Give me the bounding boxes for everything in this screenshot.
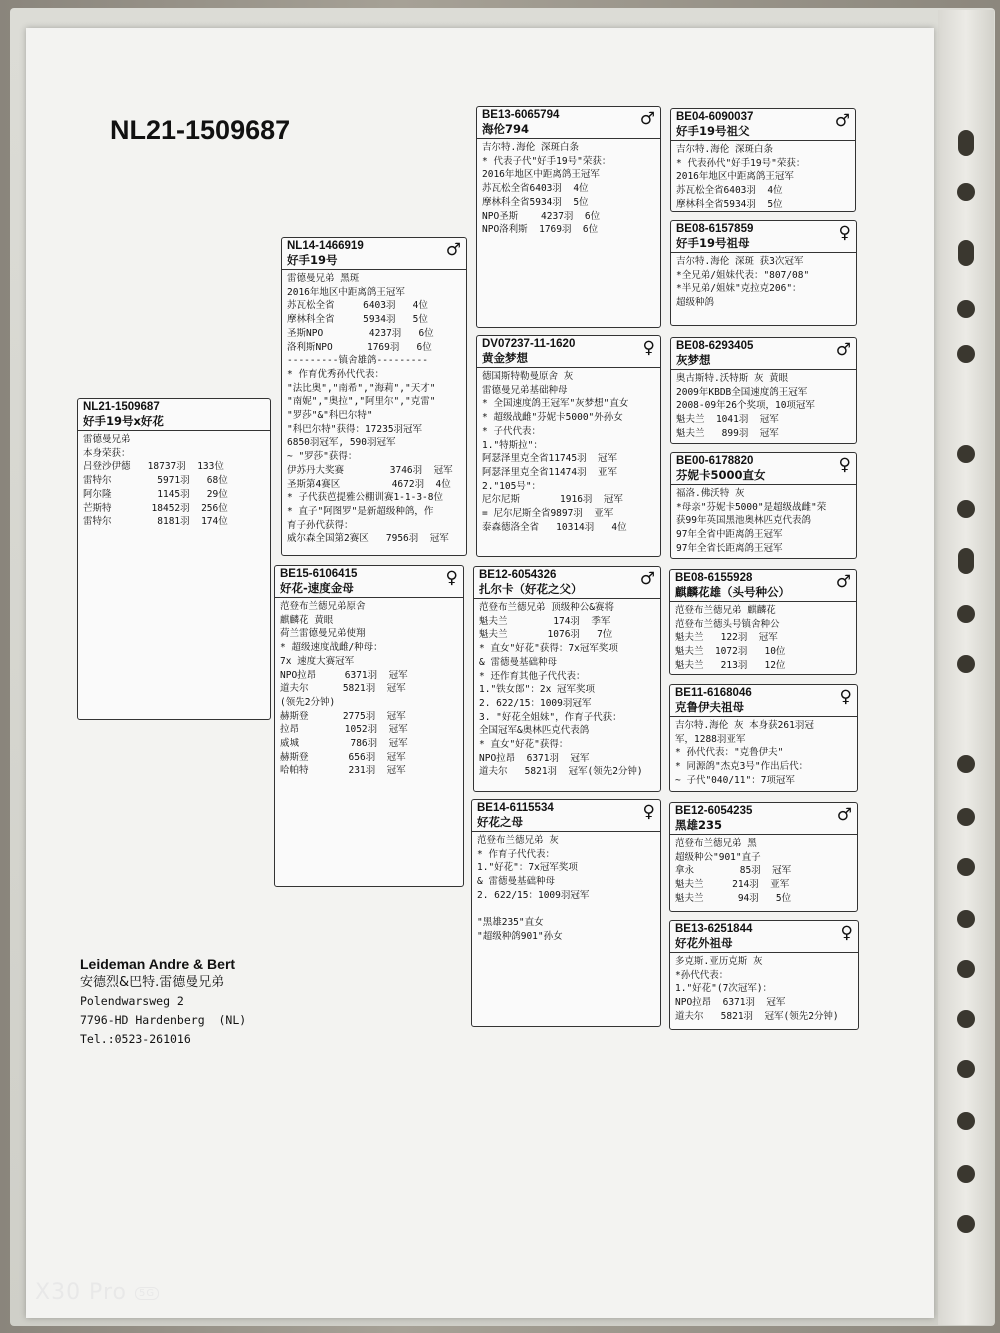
record-line: 荷兰雷德曼兄弟使翔: [280, 628, 366, 640]
record-line: 1."好花"：7x冠军奖项: [477, 862, 578, 874]
female-symbol-icon: ♀: [838, 223, 851, 243]
punch-hole: [957, 183, 975, 201]
record-line: 摩林科全省 5934羽 5位: [287, 314, 428, 326]
breeder-city: 7796-HD Hardenberg (NL): [80, 1013, 247, 1027]
record-line: * 超级速度战雌/种母：: [280, 642, 383, 654]
record-line: 魁夫兰 213羽 12位: [675, 659, 786, 671]
record-line: 多克斯.亚历克斯 灰: [675, 956, 763, 967]
record-line: "法比奥","南希","海莉","天才": [287, 382, 436, 394]
record-line: 拿永 85羽 冠军: [675, 865, 792, 877]
record-line: 吉尔特.海伦 灰 本身获261羽冠: [675, 720, 814, 731]
pedigree-box-subject: [77, 398, 271, 720]
punch-hole: [957, 1060, 975, 1078]
record-line: 2. 622/15：1009羽冠军: [479, 697, 592, 709]
record-line: 圣斯NPO 4237羽 6位: [287, 327, 434, 339]
record-line: "科巴尔特"获得：17235羽冠军: [287, 423, 423, 435]
record-line: 魁夫兰 1076羽 7位: [479, 629, 613, 641]
punch-hole: [957, 808, 975, 826]
box-body: [671, 370, 856, 443]
pedigree-box-dss: [669, 569, 857, 675]
record-line: 1."铁女郎"：2x 冠军奖项: [479, 684, 596, 696]
record-line: NPO拉昂 6371羽 冠军: [675, 997, 786, 1009]
record-line: * 直女"好花"获得：: [479, 739, 569, 751]
ring-id: NL14-1466919: [287, 240, 364, 252]
record-line: * 子代获芭提雅公棚训赛1-1-3-8位: [287, 492, 443, 504]
pedigree-box-sire-sire: [476, 106, 661, 328]
record-line: * 孙代代表："克鲁伊夫": [675, 747, 784, 759]
record-line: 2016年地区中距离鸽王冠军: [676, 171, 794, 183]
record-line: 伊苏丹大奖赛 3746羽 冠军: [287, 464, 453, 476]
record-line: 2008-09年26个奖项，10项冠军: [676, 400, 815, 412]
box-body: [282, 270, 466, 548]
record-line: 范登布兰德兄弟 灰: [477, 835, 559, 846]
record-line: 圣斯第4赛区 4672羽 4位: [287, 478, 451, 490]
record-line: 麒麟花 黄眼: [280, 614, 334, 626]
record-line: 3. "好花全姐妹"，作育子代获：: [479, 711, 622, 723]
record-line: * 代表孙代"好手19号"荣获：: [676, 157, 806, 169]
watermark-brand: X30 Pro: [35, 1280, 127, 1305]
box-body: [671, 485, 856, 558]
ring-id: BE08-6293405: [676, 340, 754, 352]
pigeon-name: 黑雄235: [675, 818, 723, 832]
box-body: [474, 599, 660, 781]
record-line: 军，1288羽亚军: [675, 733, 746, 745]
record-line: 范登布兰德兄弟 黑: [675, 838, 757, 849]
box-body: [275, 598, 463, 780]
record-line: 2. 622/15：1009羽冠军: [477, 889, 590, 901]
punch-hole: [957, 655, 975, 673]
punch-hole: [957, 1112, 975, 1130]
punch-hole: [957, 1215, 975, 1233]
box-body: [671, 141, 855, 212]
box-header: [477, 336, 660, 368]
box-header: [477, 107, 660, 139]
record-line: & 雷德曼基础种母: [479, 656, 557, 668]
record-line: "超级种鸽901"孙女: [477, 930, 563, 942]
pedigree-box-dsd: [669, 684, 858, 792]
box-body: [671, 253, 856, 312]
box-header: [671, 338, 856, 370]
box-body: [670, 602, 856, 675]
male-symbol-icon: ♂: [639, 109, 655, 129]
record-line: 魁夫兰 214羽 亚军: [675, 879, 790, 891]
pigeon-name: 扎尔卡（好花之父）: [479, 582, 583, 596]
record-line: * 超级战雌"芬妮卡5000"外孙女: [482, 412, 623, 424]
record-line: 阿瑟泽里克全省11745羽 冠军: [482, 453, 618, 465]
record-line: * 全国速度鸽王冠军"灰梦想"直女: [482, 398, 629, 410]
record-line: 阿尔隆 1145羽 29位: [83, 488, 228, 500]
breeder-name-cn: 安德烈&巴特.雷德曼兄弟: [80, 975, 225, 990]
punch-hole: [958, 548, 974, 574]
record-line: 吕登沙伊德 18737羽 133位: [83, 461, 224, 473]
box-header: [472, 800, 660, 832]
record-line: 吉尔特.海伦 深斑白条: [482, 142, 579, 153]
record-line: * 同源鸽"杰克3号"作出后代：: [675, 761, 809, 773]
box-body: [472, 832, 660, 946]
record-line: 魁夫兰 122羽 冠军: [675, 632, 778, 644]
record-line: 2016年地区中距离鸽王冠军: [482, 169, 600, 181]
record-line: * 作育子代代表：: [477, 848, 555, 860]
punch-hole: [958, 240, 974, 266]
record-line: * 代表子代"好手19号"荣获：: [482, 155, 612, 167]
box-body: [670, 835, 857, 908]
record-line: 范登布兰德兄弟 麒麟花: [675, 605, 776, 616]
pigeon-name: 麒麟花雄（头号种公）: [675, 585, 790, 599]
ring-id: BE15-6106415: [280, 568, 358, 580]
punch-hole: [957, 445, 975, 463]
male-symbol-icon: ♂: [835, 340, 851, 360]
pigeon-name: 好手19号: [287, 253, 338, 267]
pedigree-box-dam: [274, 565, 464, 887]
pigeon-name: 芬妮卡5000直女: [676, 468, 766, 482]
record-line: = 尼尔尼斯全省9897羽 亚军: [482, 508, 614, 520]
record-line: [477, 903, 655, 917]
female-symbol-icon: ♀: [840, 923, 853, 943]
record-line: 吉尔特.海伦 深斑白条: [676, 144, 773, 155]
record-line: 魁夫兰 1072羽 10位: [675, 646, 786, 658]
box-header: [670, 803, 857, 835]
punch-hole: [957, 605, 975, 623]
record-line: * 作育优秀孙代代表：: [287, 368, 384, 380]
record-line: ---------镇舍雄鸽---------: [287, 355, 428, 367]
record-line: 尼尔尼斯 1916羽 冠军: [482, 494, 623, 506]
ring-id: BE14-6115534: [477, 802, 554, 814]
breeder-tel: Tel.:0523-261016: [80, 1032, 191, 1046]
record-line: 泰森德洛全省 10314羽 4位: [482, 521, 627, 533]
record-line: 哈帕特 231羽 冠军: [280, 765, 406, 777]
breeder-contact: [80, 955, 246, 1049]
record-line: NPO拉昂 6371羽 冠军: [479, 752, 590, 764]
male-symbol-icon: ♂: [445, 240, 461, 260]
record-line: 7x 速度大赛冠军: [280, 655, 355, 667]
pedigree-box-sss: [670, 108, 856, 212]
record-line: 超级种鸽: [676, 297, 715, 309]
record-line: *半兄弟/姐妹"克拉克206"：: [676, 283, 802, 295]
box-header: [671, 109, 855, 141]
record-line: 育子孙代获得：: [287, 519, 354, 531]
box-header: [670, 921, 858, 953]
punch-hole: [957, 345, 975, 363]
female-symbol-icon: ♀: [838, 455, 851, 475]
pedigree-box-dds: [669, 802, 858, 912]
punch-hole: [957, 1010, 975, 1028]
pedigree-box-ssd: [670, 220, 857, 326]
pigeon-name: 好花之母: [477, 815, 523, 829]
female-symbol-icon: ♀: [642, 338, 655, 358]
record-line: ~ 子代"040/11"：7项冠军: [675, 774, 795, 786]
page-title-ring-number: NL21-1509687: [110, 115, 291, 145]
punch-hole: [957, 500, 975, 518]
record-line: 魁夫兰 1041羽 冠军: [676, 414, 779, 426]
ring-id: BE13-6065794: [482, 109, 560, 121]
punch-hole: [957, 858, 975, 876]
record-line: 道夫尔 5821羽 冠军(领先2分钟): [675, 1010, 839, 1022]
punch-hole: [957, 300, 975, 318]
pigeon-name: 黄金梦想: [482, 351, 528, 365]
ring-id: BE08-6157859: [676, 223, 754, 235]
record-line: 2016年地区中距离鸽王冠军: [287, 286, 405, 298]
box-body: [670, 953, 858, 1026]
record-line: 雷德曼兄弟基础种母: [482, 384, 568, 396]
box-header: [671, 453, 856, 485]
record-line: 摩林科全省5934羽 5位: [482, 196, 589, 208]
record-line: 奥古斯特.沃特斯 灰 黄眼: [676, 373, 789, 384]
record-line: 道夫尔 5821羽 冠军(领先2分钟): [479, 766, 643, 778]
watermark-5g-badge: 5G: [135, 1287, 159, 1300]
ring-id: DV07237-11-1620: [482, 338, 576, 350]
box-header: [282, 238, 466, 270]
record-line: NPO洛利斯 1769羽 6位: [482, 224, 599, 236]
box-header: [474, 567, 660, 599]
pedigree-box-sire-dam: [476, 335, 661, 557]
record-line: * 还作育其他子代代表：: [479, 670, 586, 682]
record-line: * 直子"阿图罗"是新超级种鸽，作: [287, 505, 434, 517]
record-line: 97年全省长距离鸽王冠军: [676, 542, 783, 554]
record-line: 雷特尔 8181羽 174位: [83, 516, 228, 528]
record-line: 苏瓦松全省 6403羽 4位: [287, 300, 428, 312]
record-line: 魁夫兰 94羽 5位: [675, 892, 792, 904]
record-line: "黑雄235"直女: [477, 917, 544, 929]
pedigree-box-sire: [281, 237, 467, 556]
record-line: 洛利斯NPO 1769羽 6位: [287, 341, 432, 353]
ring-id: BE00-6178820: [676, 455, 754, 467]
record-line: * 直女"好花"获得：7x冠军奖项: [479, 643, 618, 655]
punch-hole: [957, 1165, 975, 1183]
breeder-street: Polendwarsweg 2: [80, 994, 184, 1008]
pedigree-box-sds: [670, 337, 857, 444]
record-line: 97年全省中距离鸽王冠军: [676, 529, 783, 541]
ring-id: BE04-6090037: [676, 111, 754, 123]
record-line: 1."特斯拉"：: [482, 439, 543, 451]
punch-hole: [957, 960, 975, 978]
pigeon-name: 好手19号祖母: [676, 236, 750, 250]
record-line: 威尔森全国第2赛区 7956羽 冠军: [287, 533, 449, 545]
record-line: ~ "罗莎"获得：: [287, 451, 358, 463]
record-line: 雷德曼兄弟 黑斑: [287, 273, 360, 284]
record-line: 6850羽冠军, 590羽冠军: [287, 437, 396, 449]
record-line: 1."好花"(7次冠军)：: [675, 983, 773, 995]
record-line: 苏瓦松全省6403羽 4位: [676, 185, 783, 197]
pedigree-box-ddd: [669, 920, 859, 1030]
pedigree-box-dam-sire: [473, 566, 661, 792]
male-symbol-icon: ♂: [834, 111, 850, 131]
box-body: [477, 139, 660, 239]
camera-watermark: [35, 1280, 159, 1305]
box-header: [275, 566, 463, 598]
pigeon-name: 海伦794: [482, 122, 530, 136]
record-line: 道夫尔 5821羽 冠军: [280, 683, 406, 695]
ring-id: NL21-1509687: [83, 401, 160, 413]
record-line: "南妮","奥拉","阿里尔","克雷": [287, 396, 436, 408]
punch-hole: [957, 910, 975, 928]
record-line: 威城 786羽 冠军: [280, 738, 408, 750]
box-body: [477, 368, 660, 536]
ring-id: BE11-6168046: [675, 687, 752, 699]
ring-id: BE08-6155928: [675, 572, 753, 584]
pedigree-box-dam-dam: [471, 799, 661, 1027]
record-line: NPO圣斯 4237羽 6位: [482, 210, 601, 222]
punch-hole: [958, 130, 974, 156]
record-line: 阿瑟泽里克全省11474羽 亚军: [482, 466, 618, 478]
record-line: 苏瓦松全省6403羽 4位: [482, 183, 589, 195]
pigeon-name: 好手19号祖父: [676, 124, 750, 138]
box-body: [78, 431, 270, 531]
record-line: 范登布兰德头号镇舍种公: [675, 618, 780, 630]
record-line: 本身荣获：: [83, 447, 131, 459]
box-header: [671, 221, 856, 253]
record-line: 魁夫兰 174羽 季军: [479, 615, 611, 627]
record-line: 德国斯特勒曼原舍 灰: [482, 371, 574, 382]
male-symbol-icon: ♂: [836, 805, 852, 825]
record-line: 范登布兰德兄弟原舍: [280, 601, 366, 612]
box-header: [670, 685, 857, 717]
record-line: 魁夫兰 899羽 冠军: [676, 427, 779, 439]
pigeon-name: 克鲁伊夫祖母: [675, 700, 744, 714]
record-line: 吉尔特.海伦 深斑 获3次冠军: [676, 256, 804, 267]
ring-id: BE13-6251844: [675, 923, 753, 935]
box-body: [670, 717, 857, 790]
record-line: *母亲"芬妮卡5000"是超级战雌"荣: [676, 501, 827, 513]
box-header: [670, 570, 856, 602]
pigeon-name: 灰梦想: [676, 353, 711, 367]
record-line: & 雷德曼基础种母: [477, 876, 555, 888]
record-line: "罗莎"&"科巴尔特": [287, 410, 373, 422]
record-line: 雷德曼兄弟: [83, 434, 131, 445]
record-line: 2009年KBDB全国速度鸽王冠军: [676, 386, 808, 398]
record-line: 范登布兰德兄弟 顶级种公&赛将: [479, 602, 614, 613]
record-line: 获99年英国黑池奥林匹克代表鸽: [676, 515, 811, 527]
pigeon-name: 好花外祖母: [675, 936, 733, 950]
record-line: 摩林科全省5934羽 5位: [676, 198, 783, 210]
ring-id: BE12-6054326: [479, 569, 557, 581]
pigeon-name: 好手19号x好花: [83, 414, 164, 428]
punch-hole: [957, 755, 975, 773]
record-line: 赫斯登 2775羽 冠军: [280, 710, 406, 722]
record-line: 超级种公"901"直子: [675, 851, 761, 863]
record-line: 雷特尔 5971羽 68位: [83, 475, 228, 487]
record-line: 全国冠军&奥林匹克代表鸽: [479, 725, 590, 737]
record-line: 芒斯特 18452羽 256位: [83, 502, 228, 514]
record-line: 赫斯登 656羽 冠军: [280, 751, 406, 763]
record-line: (领先2分钟): [280, 696, 336, 708]
breeder-name: Leideman Andre & Bert: [80, 956, 236, 972]
record-line: *全兄弟/姐妹代表："807/08": [676, 269, 810, 281]
record-line: 福洛.佛沃特 灰: [676, 488, 745, 499]
female-symbol-icon: ♀: [445, 568, 458, 588]
ring-id: BE12-6054235: [675, 805, 753, 817]
record-line: NPO拉昂 6371羽 冠军: [280, 669, 408, 681]
record-line: 2."105号"：: [482, 480, 542, 492]
pigeon-name: 好花-速度金母: [280, 581, 354, 595]
female-symbol-icon: ♀: [642, 802, 655, 822]
box-header: [78, 399, 270, 431]
female-symbol-icon: ♀: [839, 687, 852, 707]
record-line: *孙代代表：: [675, 969, 729, 981]
record-line: * 子代代表：: [482, 425, 541, 437]
male-symbol-icon: ♂: [639, 569, 655, 589]
pedigree-box-sdd: [670, 452, 857, 559]
record-line: 拉昂 1052羽 冠军: [280, 724, 408, 736]
male-symbol-icon: ♂: [835, 572, 851, 592]
